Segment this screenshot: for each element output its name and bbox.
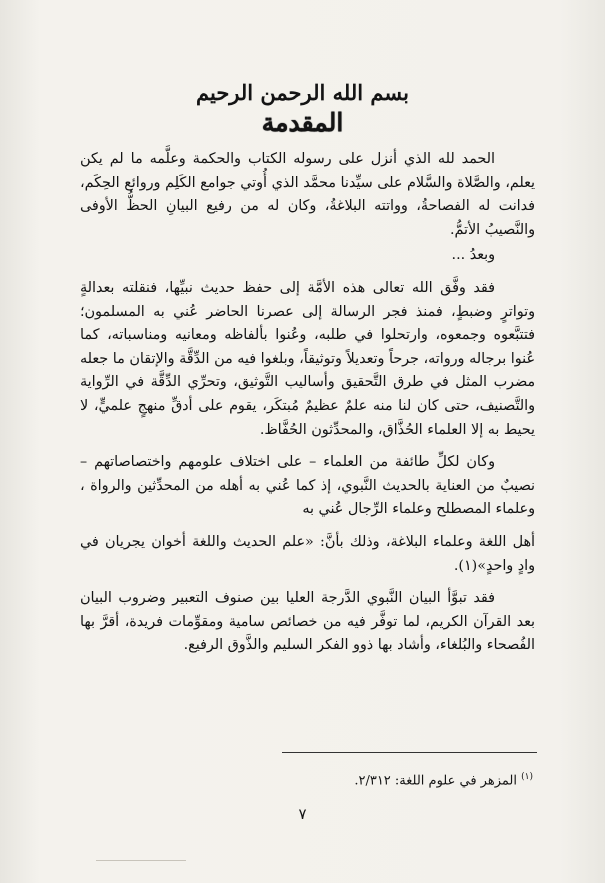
paragraph-scholars: وكان لكلِّ طائفة من العلماء – على اختلاف علومهم واختصاصاتهم – نصيبٌ من العناية بالحديث النَّبوي، إذ كما عُني به أهله من المحدِّثين والرواة ، وعلماء المصطلح وعلماء الرِّجال عُني به	[80, 454, 535, 518]
footnote-divider	[282, 752, 537, 753]
paragraph-hadith-preservation: فقد وفَّق الله تعالى هذه الأمَّة إلى حفظ حديث نبيِّها، فنقلته بعدالةٍ وتواترٍ وضبطٍ، فمنذ فجر الرسالة إلى عصرنا الحاضر عُني به المسلمون؛ فتتبَّعوه وجمعوه، وارتحلوا في طلبه، وعُنوا بألفاظه ومعانيه ومناسباته، كما عُنوا برجاله ورواته، جرحاً وتعديلاً وتوثيقاً، وبلغوا فيه من الدِّقَّة والإتقان ما جعله مضرب المثل في طرق التَّحقيق وأساليب التَّوثيق، وتحرِّي الدِّقَّة في الرِّواية والتَّصنيف، حتى كان لنا منه علمٌ عظيمٌ مُبتكَر، يقوم على أدقِّ منهجٍ علميٍّ، لا يحيط به إلا العلماء الحُذَّاق، والمحدِّثون الحُفَّاظ.	[80, 279, 535, 438]
body-text	[80, 148, 535, 658]
page-edge-line	[96, 860, 186, 861]
paragraph-prophetic-eloquence: فقد تبوَّأ البيان النَّبوي الدَّرجة العليا بين صنوف التعبير وضروب البيان بعد القرآن الكريم، لما توفَّر فيه من خصائص سامية ومقوِّمات فريدة، أقرَّ بها الفُصحاء والبُلغاء، وأشاد بها ذوو الفكر السليم والذَّوق الرفيع.	[80, 590, 535, 654]
paragraph-gap	[80, 522, 535, 531]
basmala-heading: بسم الله الرحمن الرحيم	[196, 80, 409, 105]
paragraph-gap	[80, 578, 535, 587]
page-number: ٧	[298, 805, 307, 823]
footnote-text: المزهر في علوم اللغة: ٢/٣١٢.	[354, 773, 517, 789]
footnote-marker: (١)	[521, 772, 533, 782]
paragraph-opening: الحمد لله الذي أنزل على رسوله الكتاب والحكمة وعلَّمه ما لم يكن يعلم، والصَّلاة والسَّلام على سيِّدنا محمَّد الذي أُوتي جوامع الكَلِم وروائع الحِكَم، فدانت له الفصاحةُ، وواتته البلاغةُ، وكان له من رفيع البيانِ الحظُّ الأوفى والنَّصيبُ الأتمُّ.	[80, 151, 535, 238]
paragraph-language-scholars: أهل اللغة وعلماء البلاغة، وذلك بأنَّ: «علم الحديث واللغة أخوان يجريان في وادٍ واحدٍ»(١).	[80, 533, 535, 574]
paragraph-gap	[80, 268, 535, 277]
paragraph-wabad: وبعدُ ...	[451, 247, 495, 264]
paragraph-gap	[80, 442, 535, 451]
page-title: المقدمة	[261, 108, 344, 137]
footnote	[354, 772, 533, 788]
